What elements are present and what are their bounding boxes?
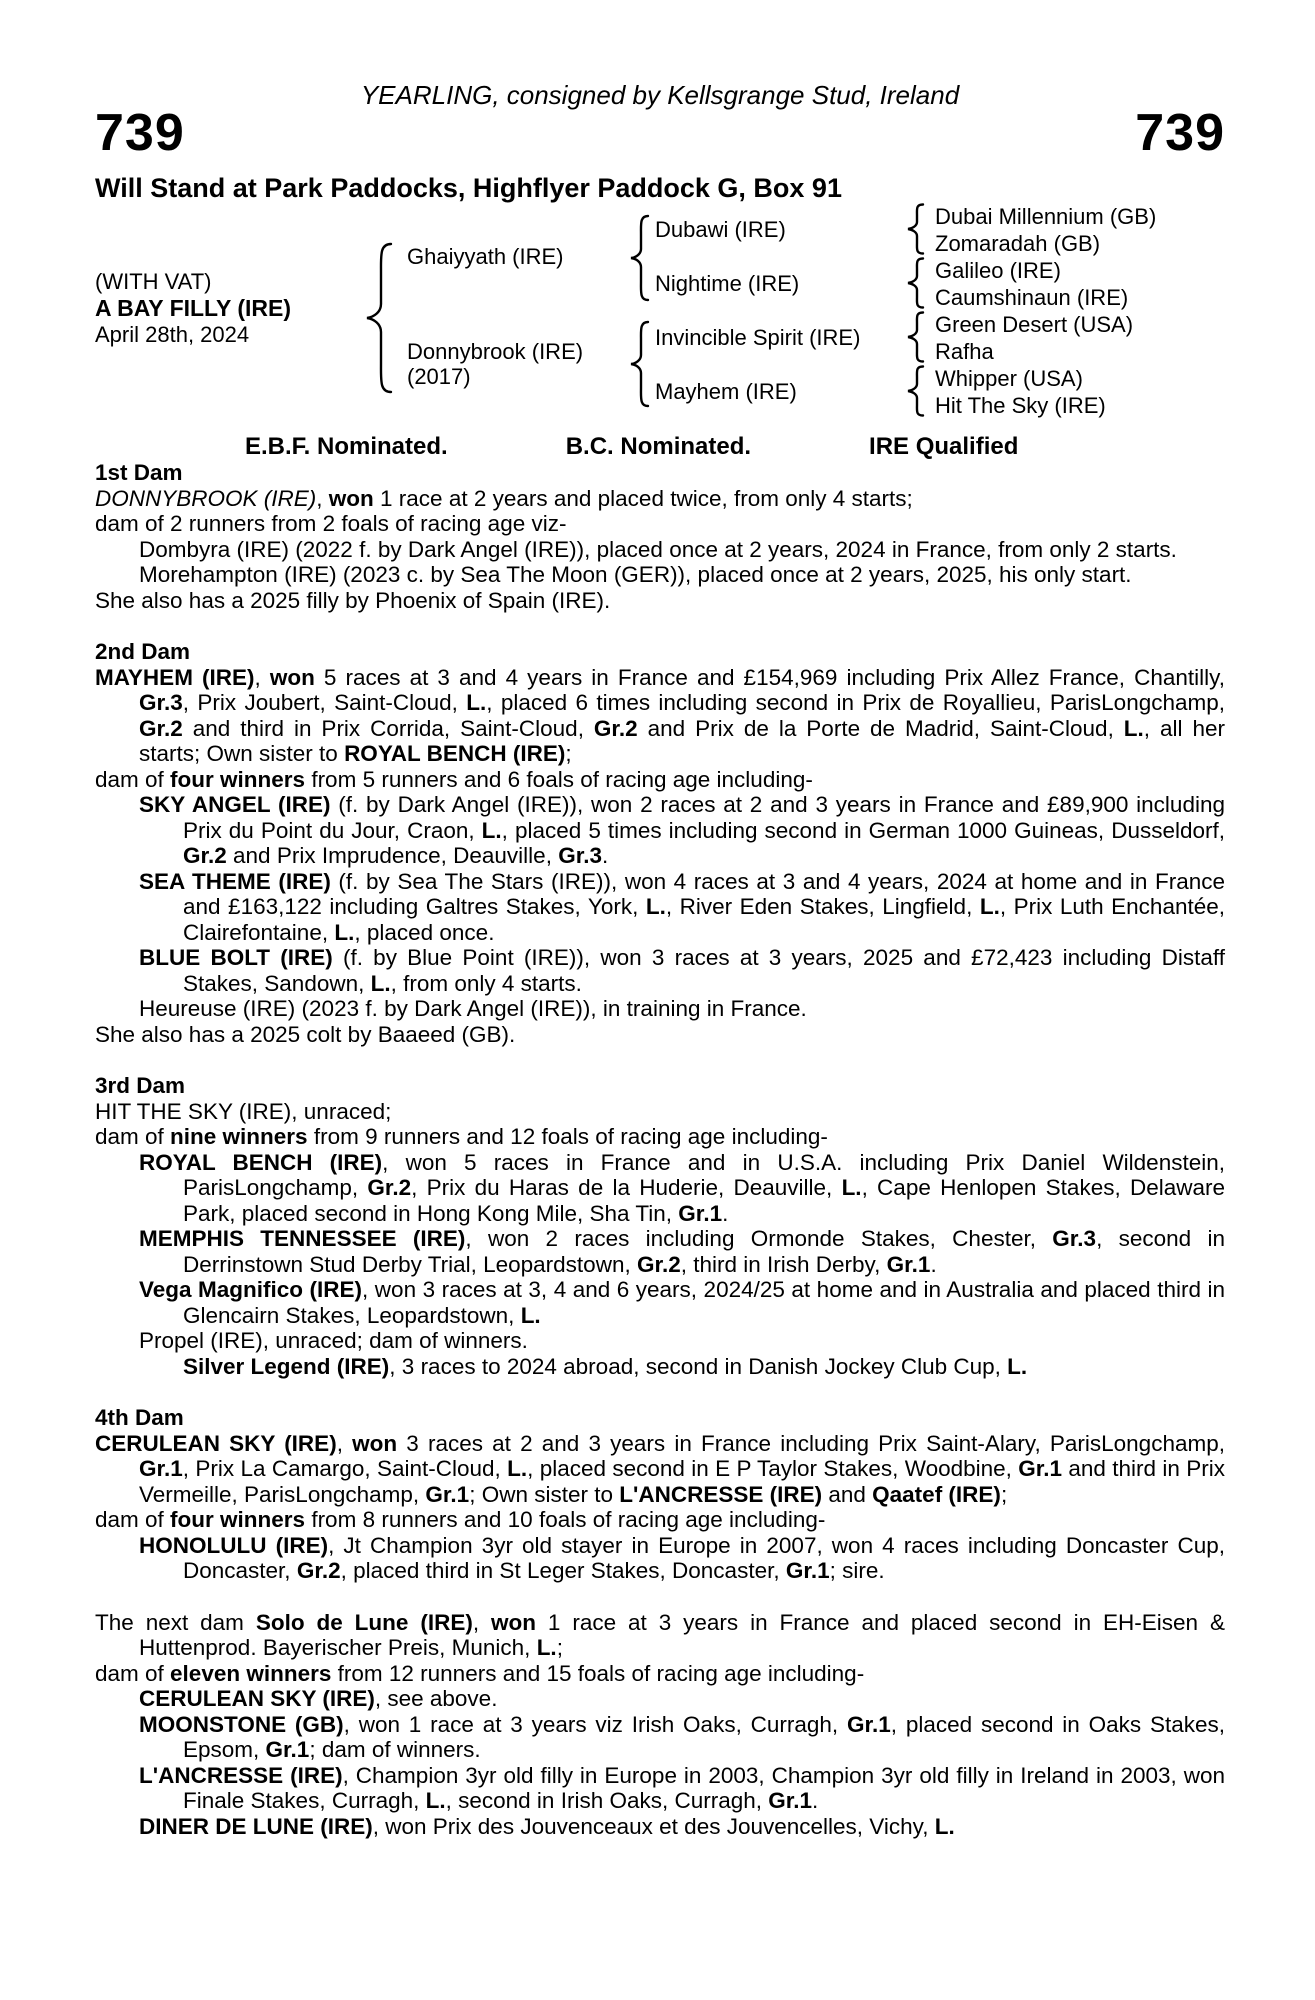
lot-number-left: 739: [95, 104, 185, 162]
dam-section: [95, 639, 1225, 1047]
dam-section: [95, 1405, 1225, 1584]
nomination-bc: B.C. Nominated.: [565, 433, 752, 460]
pedigree-text-paragraph: Heureuse (IRE) (2023 f. by Dark Angel (IRE)), in training in France.: [139, 996, 807, 1021]
dam-section: [95, 460, 1225, 613]
sire-dam-sire-name: Galileo (IRE): [935, 258, 1061, 283]
pedigree-text-paragraph: The next dam Solo de Lune (IRE), won 1 race at 3 years in France and placed second in EH-Eisen & Huttenprod. Bayerischer Preis, Munich, L.;: [95, 1609, 1225, 1660]
dam-dam-sire-name: Whipper (USA): [935, 366, 1083, 391]
pedigree-text-paragraph: BLUE BOLT (IRE) (f. by Blue Point (IRE)), won 3 races at 3 years, 2025 and £72,423 including Distaff Stakes, Sandown, L., from only 4 starts.: [139, 945, 1225, 996]
pedigree-text-paragraph: DONNYBROOK (IRE), won 1 race at 2 years and placed twice, from only 4 starts;: [95, 485, 913, 511]
pedigree-text-paragraph: SKY ANGEL (IRE) (f. by Dark Angel (IRE)), won 2 races at 2 and 3 years in France and £89,900 including Prix du Point du Jour, Craon, L., placed 5 times including second in German 1000 Guineas, Dusseldorf, Gr.2 and Prix Imprudence, Deauville, Gr.3.: [139, 792, 1225, 868]
pedigree-text-paragraph: CERULEAN SKY (IRE), won 3 races at 2 and 3 years in France including Prix Saint-Alary, ParisLongchamp, Gr.1, Prix La Camargo, Saint-Cloud, L., placed second in E P Taylor Stakes, Woodbine, Gr.1 and third in Prix Vermeille, ParisLongchamp, Gr.1; Own sister to L'ANCRESSE (IRE) and Qaatef (IRE);: [95, 1430, 1226, 1507]
dam-name: Donnybrook (IRE): [407, 339, 584, 364]
dam-sire-dam-name: Rafha: [935, 339, 994, 364]
pedigree-brace-sire: [628, 214, 650, 302]
pedigree-chart: [95, 202, 1225, 420]
sire-dam-name: Nightime (IRE): [655, 271, 800, 296]
with-vat-label: (WITH VAT): [95, 269, 212, 294]
pedigree-brace-sire-sire: [905, 203, 925, 255]
lot-number-row: [95, 104, 1225, 162]
pedigree-text-paragraph: dam of nine winners from 9 runners and 12 foals of racing age including-: [95, 1124, 828, 1149]
pedigree-text-paragraph: MAYHEM (IRE), won 5 races at 3 and 4 years in France and £154,969 including Prix Allez France, Chantilly, Gr.3, Prix Joubert, Saint-Cloud, L., placed 6 times including second in Prix de Royallieu, ParisLongchamp, Gr.2 and third in Prix Corrida, Saint-Cloud, Gr.2 and Prix de la Porte de Madrid, Saint-Cloud, L., all her starts; Own sister to ROYAL BENCH (IRE);: [95, 664, 1225, 766]
nominations-row: [95, 434, 1225, 460]
pedigree-text-paragraph: SEA THEME (IRE) (f. by Sea The Stars (IRE)), won 4 races at 3 and 4 years, 2024 at home and in France and £163,122 including Galtres Stakes, York, L., River Eden Stakes, Lingfield, L., Prix Luth Enchantée, Clairefontaine, L., placed once.: [139, 868, 1226, 945]
foal-date: April 28th, 2024: [95, 322, 250, 347]
pedigree-text-paragraph: Morehampton (IRE) (2023 c. by Sea The Moon (GER)), placed once at 2 years, 2025, his only start.: [139, 562, 1132, 587]
pedigree-brace-sire-dam: [905, 257, 925, 309]
lot-number-right: 739: [1135, 104, 1225, 162]
pedigree-text-paragraph: Propel (IRE), unraced; dam of winners.: [139, 1328, 528, 1353]
dam-sire-sire-name: Green Desert (USA): [935, 312, 1134, 337]
pedigree-text-paragraph: HONOLULU (IRE), Jt Champion 3yr old stayer in Europe in 2007, won 4 races including Doncaster Cup, Doncaster, Gr.2, placed third in St Leger Stakes, Doncaster, Gr.1; sire.: [139, 1532, 1225, 1583]
pedigree-brace-dam: [628, 320, 650, 408]
dam-section-heading: 4th Dam: [95, 1405, 184, 1430]
sire-sire-name: Dubawi (IRE): [655, 217, 786, 242]
dam-dam-name: Mayhem (IRE): [655, 379, 797, 404]
pedigree-text-paragraph: L'ANCRESSE (IRE), Champion 3yr old filly in Europe in 2003, Champion 3yr old filly in Ireland in 2003, won Finale Stakes, Curragh, L., second in Irish Oaks, Curragh, Gr.1.: [139, 1762, 1225, 1813]
pedigree-text-paragraph: ROYAL BENCH (IRE), won 5 races in France and in U.S.A. including Prix Daniel Wildenstein, ParisLongchamp, Gr.2, Prix du Haras de la Huderie, Deauville, L., Cape Henlopen Stakes, Delaware Park, placed second in Hong Kong Mile, Sha Tin, Gr.1.: [139, 1149, 1226, 1226]
dam-section: [95, 1073, 1225, 1379]
pedigree-text-paragraph: dam of four winners from 8 runners and 10 foals of racing age including-: [95, 1507, 826, 1532]
pedigree-text-paragraph: CERULEAN SKY (IRE), see above.: [139, 1686, 498, 1711]
pedigree-text-paragraph: HIT THE SKY (IRE), unraced;: [95, 1098, 392, 1124]
pedigree-text-paragraph: Vega Magnifico (IRE), won 3 races at 3, 4 and 6 years, 2024/25 at home and in Australia and placed third in Glencairn Stakes, Leopardstown, L.: [139, 1277, 1225, 1328]
pedigree-brace-dam-sire: [905, 311, 925, 363]
sire-sire-dam-name: Zomaradah (GB): [935, 231, 1101, 256]
pedigree-text-paragraph: DINER DE LUNE (IRE), won Prix des Jouvenceaux et des Jouvencelles, Vichy, L.: [139, 1813, 955, 1839]
dam-year: (2017): [407, 364, 471, 389]
pedigree-text-paragraph: MOONSTONE (GB), won 1 race at 3 years viz Irish Oaks, Curragh, Gr.1, placed second in Oaks Stakes, Epsom, Gr.1; dam of winners.: [139, 1711, 1225, 1762]
pedigree-text-paragraph: She also has a 2025 colt by Baaeed (GB).: [95, 1021, 516, 1047]
pedigree-brace-dam-dam: [905, 365, 925, 417]
dam-section-heading: 3rd Dam: [95, 1073, 186, 1098]
nomination-ebf: E.B.F. Nominated.: [245, 433, 448, 460]
consignor-line: YEARLING, consigned by Kellsgrange Stud, Ireland: [360, 80, 960, 110]
dam-section-heading: 2nd Dam: [95, 639, 191, 664]
pedigree-text-paragraph: dam of eleven winners from 12 runners and 15 foals of racing age including-: [95, 1660, 865, 1686]
nomination-ire-qualified: IRE Qualified: [869, 433, 1019, 460]
catalogue-body: [95, 460, 1225, 1839]
dam-dam-dam-name: Hit The Sky (IRE): [935, 393, 1106, 418]
pedigree-text-paragraph: dam of 2 runners from 2 foals of racing age viz-: [95, 511, 567, 536]
sire-dam-dam-name: Caumshinaun (IRE): [935, 285, 1129, 310]
pedigree-text-paragraph: Dombyra (IRE) (2022 f. by Dark Angel (IRE)), placed once at 2 years, 2024 in France, from only 2 starts.: [139, 536, 1177, 562]
pedigree-text-paragraph: dam of four winners from 5 runners and 6 foals of racing age including-: [95, 766, 813, 792]
dam-sire-name: Invincible Spirit (IRE): [655, 325, 861, 350]
stand-location-line: Will Stand at Park Paddocks, Highflyer Paddock G, Box 91: [95, 173, 842, 203]
sire-name: Ghaiyyath (IRE): [407, 244, 564, 269]
filly-name: A BAY FILLY (IRE): [95, 295, 291, 321]
pedigree-text-paragraph: MEMPHIS TENNESSEE (IRE), won 2 races including Ormonde Stakes, Chester, Gr.3, second in Derrinstown Stud Derby Trial, Leopardstown, Gr.2, third in Irish Derby, Gr.1.: [139, 1226, 1225, 1277]
pedigree-text-paragraph: She also has a 2025 filly by Phoenix of Spain (IRE).: [95, 587, 611, 613]
pedigree-brace-gen1: [363, 242, 393, 394]
dam-section: [95, 1610, 1225, 1840]
pedigree-text-paragraph: Silver Legend (IRE), 3 races to 2024 abroad, second in Danish Jockey Club Cup, L.: [183, 1353, 1028, 1379]
sire-sire-sire-name: Dubai Millennium (GB): [935, 204, 1157, 229]
dam-section-heading: 1st Dam: [95, 460, 183, 485]
